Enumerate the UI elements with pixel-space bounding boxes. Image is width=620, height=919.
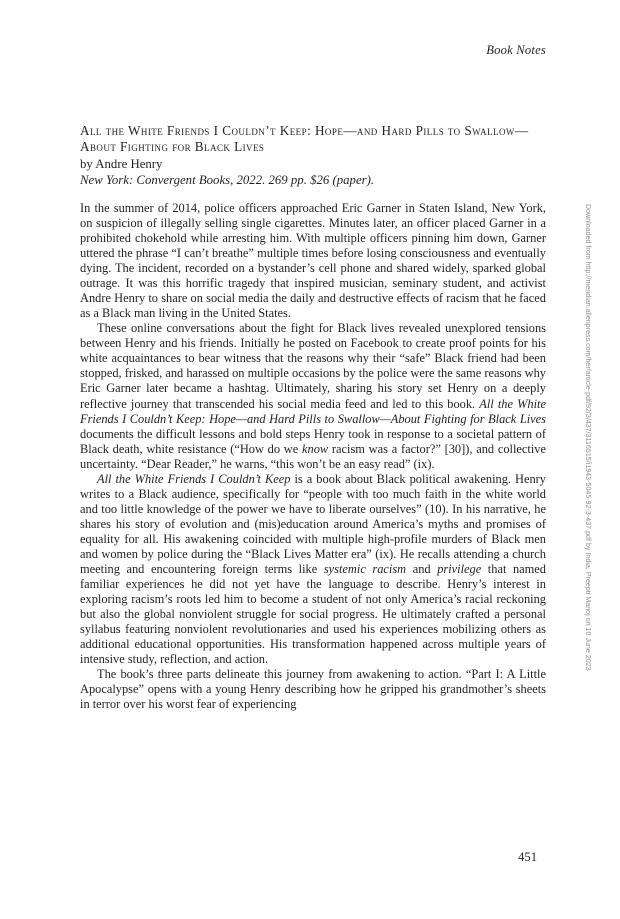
text-run: racism was a factor?” [30]), and collective uncertainty. “Dear Reader,” he warns, “this won’t be an easy read” (ix). — [80, 441, 546, 471]
text-run: The book’s three parts delineate this journey from awakening to action. “Part I: A Little Apocalypse” opens with a young Henry describing how he gripped his grandmother’s sheets in terror over his worst fear of experiencing — [80, 667, 546, 712]
italic-run: All the White Friends I Couldn’t Keep: Hope—and Hard Pills to Swallow—About Fighting for Black Lives — [80, 396, 546, 426]
italic-run: know — [302, 441, 329, 456]
paragraph — [80, 201, 546, 321]
text-run: These online conversations about the fight for Black lives revealed unexplored tensions between Henry and his friends. Initially he posted on Facebook to create proof points for his white acquaintances to bear witness that the reasons why their “safe” Black friend had been stopped, frisked, and harassed on multiple occasions by the police were the same reasons why Eric Garner later became a hashtag. Ultimately, sharing his story set Henry on a deeply reflective journey that transcended his social media feed and led to this book. — [80, 321, 546, 411]
text-run: In the summer of 2014, police officers approached Eric Garner in Staten Island, New York, on suspicion of illegally selling single cigarettes. Minutes later, an officer placed Garner in a prohibited chokehold while arresting him. With multiple officers pinning him down, Garner uttered the phrase “I can’t breathe” multiple times before losing consciousness and eventually dying. The incident, recorded on a bystander’s cell phone and shared widely, sparked global outrage. It was this horrific tragedy that inspired musician, seminary student, and activist Andre Henry to share on social media the daily and destructive effects of racism that he faced as a Black man living in the United States. — [80, 200, 546, 321]
paragraph — [80, 472, 546, 668]
italic-run: privilege — [437, 562, 482, 577]
paragraph — [80, 667, 546, 712]
italic-run: systemic racism — [323, 562, 407, 577]
text-run: documents the difficult lessons and bold steps Henry took in response to a societal pattern of Black death, white resistance (“How do we — [80, 426, 546, 456]
body-text — [80, 201, 546, 713]
paragraph — [80, 321, 546, 471]
text-run: and — [406, 562, 438, 577]
author-byline: by Andre Henry — [80, 157, 163, 172]
publication-info: New York: Convergent Books, 2022. 269 pp. $26 (paper). — [80, 172, 375, 187]
page-number: 451 — [518, 850, 537, 864]
download-watermark: Downloaded from http://meridian.allenpress.com/her/article-pdf/92/3/437/3116515/i1943-5045-92-3-437.pdf by India, Preepti Manoj on 10 June 2023 — [584, 204, 591, 671]
running-head: Book Notes — [486, 43, 546, 57]
book-review — [80, 123, 546, 713]
book-title: All the White Friends I Couldn’t Keep: Hope—and Hard Pills to Swallow—About Fighting for Black Lives — [80, 123, 529, 155]
italic-run: All the White Friends I Couldn’t Keep — [97, 471, 291, 486]
text-run: that named familiar experiences he did not yet have the language to describe. Henry’s interest in exploring racism’s roots led him to become a student of not only America’s racial reckoning but also the global nonviolent struggle for social progress. He ultimately crafted a personal syllabus featuring nonviolent revolutionaries and used his experiences mobilizing others as additional educational opportunities. His transformation happened across multiple years of intensive study, reflection, and action. — [80, 562, 546, 667]
text-run: is a book about Black political awakening. Henry writes to a Black audience, specifically for “people with too much faith in the white world and too little knowledge of the power we have to liberate ourselves” (10). In his narrative, he shares his story of evolution and (mis)education around America’s myths and promises of equality for all. His awakening coincided with multiple high-profile murders of Black men and women by police during the “Black Lives Matter era” (ix). He recalls attending a church meeting and encountering foreign terms like — [80, 471, 546, 577]
